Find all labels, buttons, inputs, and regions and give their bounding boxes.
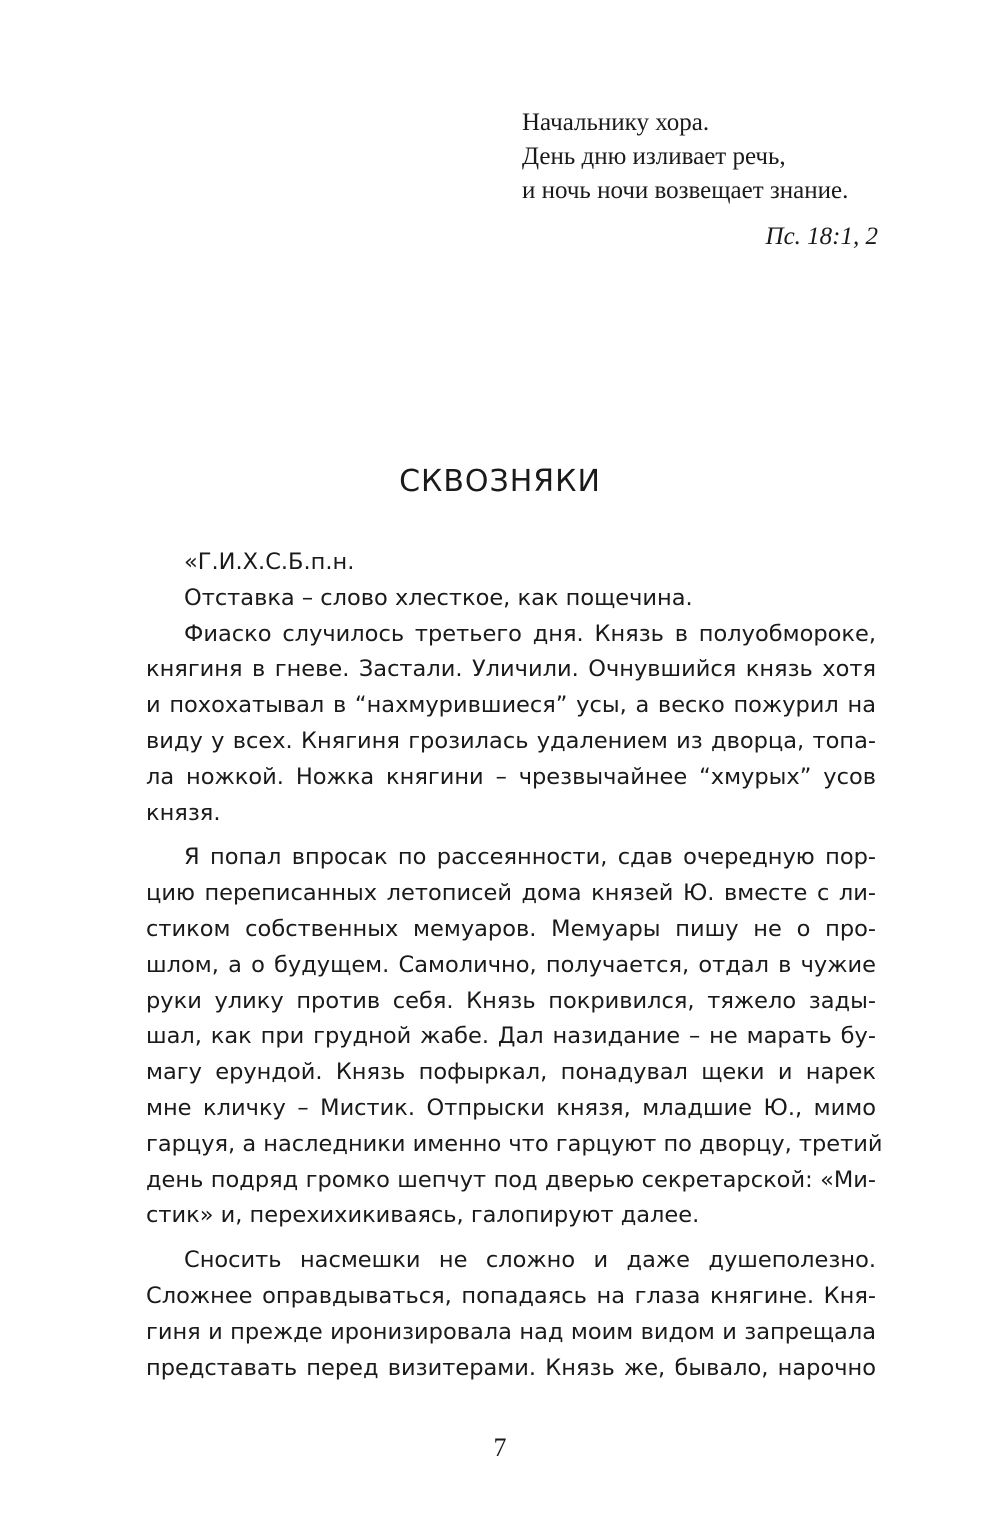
text-line: представать перед визитерами. Князь же, бывало, нарочно	[146, 1354, 876, 1381]
text-line: Фиаско случилось третьего дня. Князь в полуобмороке,	[184, 620, 876, 647]
text-line: ла ножкой. Ножка княгини – чрезвычайнее “хмурых” усов	[146, 763, 876, 790]
page-number: 7	[493, 1433, 507, 1462]
text-line: Отставка – слово хлесткое, как пощечина.	[184, 584, 693, 611]
epigraph-source: Пс. 18:1, 2	[765, 223, 878, 250]
text-line: «Г.И.Х.С.Б.п.н.	[184, 549, 355, 575]
text-line: и похохатывал в “нахмурившиеся” усы, а веско пожурил на	[146, 692, 876, 719]
paragraph	[146, 840, 883, 1234]
text-line: шал, как при грудной жабе. Дал назидание – не марать бу-	[146, 1023, 876, 1050]
epigraph-line: Начальнику хора.	[522, 109, 710, 136]
paragraph	[146, 617, 876, 832]
text-line: виду у всех. Княгиня грозилась удалением из дворца, топа-	[146, 727, 876, 754]
text-line: руки улику против себя. Князь покривился, тяжело зады-	[146, 987, 876, 1014]
text-line: магу ерундой. Князь пофыркал, понадувал щеки и нарек	[146, 1059, 876, 1086]
body-text	[146, 545, 883, 1386]
text-line: гиня и прежде иронизировала над моим видом и запрещала	[146, 1318, 876, 1345]
text-line: цию переписанных летописей дома князей Ю. вместе с ли-	[146, 880, 876, 907]
text-line: княгиня в гневе. Застали. Уличили. Очнувшийся князь хотя	[146, 656, 876, 683]
chapter-title: СКВОЗНЯКИ	[399, 464, 601, 499]
text-line: Сносить насмешки не сложно и даже душеполезно.	[184, 1247, 876, 1274]
paragraph	[146, 545, 876, 581]
epigraph-line: и ночь ночи возвещает знание.	[522, 177, 849, 204]
paragraph	[146, 581, 876, 617]
text-line: день подряд громко шепчут под дверью секретарской: «Ми-	[146, 1166, 876, 1193]
text-line: Сложнее оправдываться, попадаясь на глаза княгине. Кня-	[146, 1282, 876, 1309]
text-line: мне кличку – Мистик. Отпрыски князя, младшие Ю., мимо	[146, 1094, 876, 1121]
text-line: стик» и, перехихикиваясь, галопируют далее.	[146, 1202, 700, 1229]
text-line: гарцуя, а наследники именно что гарцуют по дворцу, третий	[146, 1130, 883, 1157]
text-line: князя.	[146, 799, 221, 826]
paragraph	[146, 1243, 876, 1386]
text-line: шлом, а о будущем. Самолично, получается, отдал в чужие	[146, 951, 876, 978]
text-line: Я попал впросак по рассеянности, сдав очередную пор-	[184, 844, 876, 871]
text-line: стиком собственных мемуаров. Мемуары пишу не о про-	[146, 915, 876, 942]
epigraph	[522, 106, 882, 254]
epigraph-line: День дню изливает речь,	[522, 143, 786, 170]
